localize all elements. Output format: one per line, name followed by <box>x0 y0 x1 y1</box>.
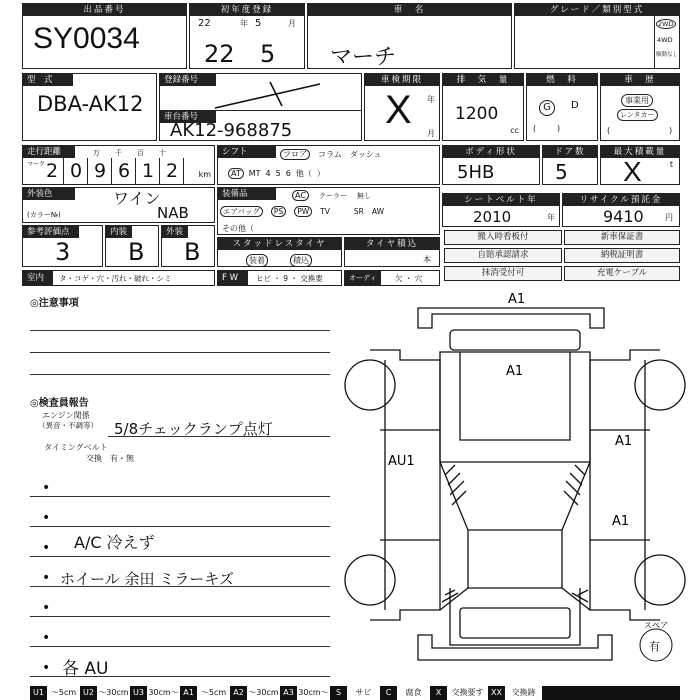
mileage-unit-header: 万 <box>93 149 100 157</box>
legend-item: A1 <box>180 686 198 700</box>
legend-item: 交換跡 <box>506 686 542 700</box>
legend-item: U2 <box>80 686 98 700</box>
studless-loaded: 積込 <box>290 254 312 267</box>
seatbelt-cell <box>442 193 560 227</box>
displacement-cell <box>442 73 524 141</box>
inspector-title: ◎検査員報告 <box>30 398 89 409</box>
document-button: 搬入時看板付 <box>444 230 562 245</box>
windshield-items: ヒビ ・ 9 ・ 交換要 <box>256 274 323 283</box>
car-name-cell <box>307 3 512 69</box>
fuel-other-open: ( <box>533 124 537 133</box>
shift-cell <box>217 145 440 185</box>
windshield-label: F W <box>218 271 248 285</box>
legend-item: 〜5cm <box>198 686 230 700</box>
shift-option: 他（ <box>295 169 312 178</box>
history-other-open: ( <box>607 126 611 135</box>
capacity-mark: X <box>623 156 642 187</box>
drive-4wd: 4WD <box>657 36 673 44</box>
color-cell <box>22 187 215 223</box>
legend-item: C <box>380 686 398 700</box>
recycle-cell <box>562 193 680 227</box>
bullet-line-7 <box>30 676 330 677</box>
note-wheel: ホイール 余田 ミラーキズ <box>60 570 234 588</box>
recycle-amount: 9410 <box>603 207 644 226</box>
mark-left-door: AU1 <box>388 454 415 469</box>
registration-strike <box>210 80 330 110</box>
spare-label: スペア <box>644 621 668 630</box>
equipment-label: 装備品 <box>218 188 276 200</box>
model: DBA-AK12 <box>37 92 144 116</box>
engine-label: エンジン関係 <box>42 411 90 420</box>
shift-option: MT <box>248 169 261 178</box>
legend-item: U3 <box>130 686 148 700</box>
first-reg-year: 22 <box>204 40 235 68</box>
equipment-row1 <box>292 191 381 201</box>
first-reg-year-unit: 年 <box>240 19 248 28</box>
bullet-line-1 <box>30 496 330 497</box>
legend-item: 〜5cm <box>48 686 80 700</box>
legend-item: S <box>330 686 348 700</box>
legend-item: 腐食 <box>398 686 430 700</box>
fuel-cell <box>526 73 598 141</box>
exterior-grade: B <box>184 238 201 266</box>
equipment-cell <box>217 187 440 235</box>
audio-cell <box>344 270 440 296</box>
legend-item: 交換要す <box>448 686 488 700</box>
document-button: 自賠承認請求 <box>444 248 562 263</box>
legend-item: X <box>430 686 448 700</box>
overall-grade-cell <box>22 225 103 267</box>
audio-items: 欠 ・ 穴 <box>395 274 423 283</box>
lot-number-cell <box>22 3 187 69</box>
mark-hood: A1 <box>506 364 524 379</box>
registration-label: 登録番号 <box>160 74 216 86</box>
legend-item: 30cm〜 <box>298 686 330 700</box>
shift-row1 <box>280 149 390 160</box>
bullet-5: • <box>42 600 51 616</box>
equipment-row2 <box>220 206 392 217</box>
document-button: 新車保証書 <box>564 230 680 245</box>
wheels <box>345 360 685 605</box>
fuel-other-close: ) <box>557 124 561 133</box>
seatbelt-year: 2010 <box>473 208 512 226</box>
body-type: 5HB <box>457 162 495 183</box>
inspection-year-unit: 年 <box>427 95 435 104</box>
equipment-option: エアバッグ <box>220 206 263 217</box>
caution-title: ◎注意事項 <box>30 298 79 309</box>
history-cell <box>600 73 680 141</box>
equipment-option: PW <box>294 206 312 217</box>
mileage-digit: 1 <box>137 158 160 184</box>
chassis-number: AK12-968875 <box>170 120 293 141</box>
studless-label: スタッドレスタイヤ <box>218 238 341 250</box>
engine-note: 5/8チェックランプ点灯 <box>114 420 273 438</box>
bullet-6: • <box>42 630 51 646</box>
bullet-2: • <box>42 510 51 526</box>
mileage-tag: マーク <box>27 161 46 168</box>
engine-sub: （異音・不調等） <box>38 421 98 430</box>
shift-option: AT <box>228 168 244 179</box>
legend-item: A2 <box>230 686 248 700</box>
color-sub: (カラー№) <box>27 211 61 219</box>
chassis-label: 車台番号 <box>160 111 216 123</box>
audio-label: オーディオ <box>345 271 381 285</box>
fuel-gasoline: G <box>539 100 555 116</box>
history-other-close: ) <box>669 126 673 135</box>
legend-item: 〜30cm <box>248 686 280 700</box>
mileage-digit: 0 <box>65 158 88 184</box>
equipment-option: AC <box>292 190 309 201</box>
document-button: 納税証明書 <box>564 248 680 263</box>
shift-option: ダッシュ <box>349 150 382 159</box>
doors: 5 <box>555 160 568 184</box>
bullet-3: • <box>42 540 51 556</box>
shift-row2 <box>228 168 330 179</box>
shift-option: コラム <box>318 150 342 159</box>
bullet-line-3 <box>30 556 330 557</box>
color-label: 外装色 <box>23 188 75 200</box>
shift-option: ） <box>316 169 325 178</box>
car-diagram <box>340 290 690 685</box>
inspection-month-unit: 月 <box>427 129 435 138</box>
bullet-line-4 <box>30 586 330 587</box>
mileage-digit: 9 <box>89 158 112 184</box>
equipment-option: AW <box>371 207 384 216</box>
first-reg-month: 5 <box>260 40 276 68</box>
bullet-line-6 <box>30 646 330 647</box>
body-cell <box>442 145 540 185</box>
mileage-unit: km <box>198 170 211 179</box>
studless-cell <box>217 237 342 267</box>
spare-value: 有 <box>649 640 660 653</box>
note-ac: A/C 冷えず <box>74 533 155 552</box>
mileage-unit-header: 十 <box>159 149 166 157</box>
lot-number-label: 出品番号 <box>23 4 186 16</box>
doors-label: ドア数 <box>543 146 597 158</box>
seatbelt-label: シートベルト年 <box>443 194 559 206</box>
history-label: 車 歴 <box>601 74 679 86</box>
capacity-cell <box>600 145 680 185</box>
bullet-1: • <box>42 480 51 496</box>
tire-label: タイヤ積込 <box>345 238 439 250</box>
displacement-label: 排 気 量 <box>443 74 523 86</box>
studless-fitted: 装着 <box>246 254 268 267</box>
doors-cell <box>542 145 598 185</box>
legend-item: サビ <box>348 686 380 700</box>
windshield-cell <box>217 270 342 286</box>
shift-option: 4 <box>265 169 271 178</box>
equipment-other: その他（ <box>222 224 254 233</box>
shift-option: 6 <box>285 169 291 178</box>
model-label: 型 式 <box>23 74 73 86</box>
lot-number: SY0034 <box>33 22 140 55</box>
caution-line-2 <box>30 352 330 353</box>
inspection-mark: X <box>385 88 412 132</box>
equipment-option: TV <box>320 207 330 216</box>
car-name: マーチ <box>330 45 397 70</box>
legend-item: 〜30cm <box>98 686 130 700</box>
wheel-rear-left <box>345 555 395 605</box>
caution-line-1 <box>30 330 330 331</box>
bullet-line-2 <box>30 526 330 527</box>
car-outline <box>370 308 660 660</box>
first-reg-month-unit: 月 <box>288 19 296 28</box>
exterior-grade-label: 外装 <box>162 226 188 238</box>
first-registration-label: 初年度登録 <box>190 4 304 16</box>
bullet-line-5 <box>30 616 330 617</box>
displacement-unit: cc <box>510 126 519 135</box>
mileage-digit: 2 <box>161 158 184 184</box>
tire-unit: 本 <box>423 255 431 264</box>
wheel-front-right <box>635 360 685 410</box>
inspection-cell <box>364 73 440 141</box>
legend-item: 30cm〜 <box>148 686 180 700</box>
mileage-label: 走行距離 <box>23 146 75 158</box>
mileage-unit-header: 百 <box>137 149 144 157</box>
engine-line <box>108 436 330 437</box>
shift-label: シフト <box>218 146 276 158</box>
fuel-diesel: D <box>571 100 579 111</box>
color-code: NAB <box>157 204 189 222</box>
mileage-digit: 2 <box>41 158 64 184</box>
legend-item: XX <box>488 686 506 700</box>
displacement: 1200 <box>455 104 499 124</box>
fuel-label: 燃 料 <box>527 74 597 86</box>
capacity-label: 最大積載量 <box>601 146 679 158</box>
mark-front-bumper: A1 <box>508 292 526 307</box>
inspection-label: 車検期限 <box>365 74 439 86</box>
first-reg-month-printed: 5 <box>255 18 262 29</box>
history-business: 事業用 <box>621 94 653 107</box>
equipment-option: クーラー <box>318 192 347 200</box>
bullet-7: • <box>42 660 51 676</box>
seatbelt-unit: 年 <box>547 213 555 222</box>
recycle-unit: 円 <box>665 213 673 222</box>
mark-right-front-door: A1 <box>615 434 633 449</box>
grade-cell <box>514 3 680 69</box>
note-each: 各 AU <box>62 659 109 679</box>
document-buttons <box>444 230 680 284</box>
model-cell <box>22 73 157 141</box>
car-name-label: 車 名 <box>308 4 511 16</box>
wheel-rear-right <box>635 555 685 605</box>
timing-label: タイミングベルト <box>44 443 108 452</box>
capacity-unit: t <box>669 160 673 169</box>
drive-none: 駆動なし <box>655 52 678 58</box>
first-reg-year-printed: 22 <box>198 18 211 29</box>
overall-grade-label: 参考評価点 <box>23 226 79 238</box>
color: ワイン <box>113 189 161 208</box>
body-label: ボディ形状 <box>443 146 539 158</box>
legend-item: A3 <box>280 686 298 700</box>
drive-2wd: 2WD <box>658 20 674 28</box>
mileage-digit: 6 <box>113 158 136 184</box>
first-registration-cell <box>189 3 305 69</box>
interior-grade-cell <box>105 225 159 267</box>
document-button: 充電ケーブル <box>564 266 680 281</box>
mileage-cell <box>22 145 215 185</box>
mileage-unit-header: 千 <box>115 149 122 157</box>
equipment-option: PS <box>271 206 286 217</box>
equipment-option: SR <box>353 207 364 216</box>
overall-grade: 3 <box>55 238 71 266</box>
cabin-cell <box>22 270 215 286</box>
cabin-items: タ・コゲ・穴・汚れ・破れ・シミ <box>59 274 172 283</box>
cabin-label: 室内 <box>23 271 53 285</box>
wheel-front-left <box>345 360 395 410</box>
legend-item: U1 <box>30 686 48 700</box>
damage-legend <box>30 686 680 700</box>
interior-grade: B <box>128 238 145 266</box>
mark-right-rear-door: A1 <box>612 514 630 529</box>
registration-cell <box>159 73 362 141</box>
caution-line-3 <box>30 374 330 375</box>
recycle-label: リサイクル預託金 <box>563 194 679 206</box>
interior-grade-label: 内装 <box>106 226 132 238</box>
shift-option: 5 <box>275 169 281 178</box>
equipment-option: 無し <box>356 192 371 200</box>
exterior-grade-cell <box>161 225 215 267</box>
document-button: 抹消受付可 <box>444 266 562 281</box>
history-rental: レンタカー <box>617 109 658 121</box>
grade-label: グレード／類別型式 <box>515 4 679 16</box>
tire-cell <box>344 237 440 267</box>
timing-exchange: 交換 有・無 <box>86 454 134 463</box>
bullet-4: • <box>42 570 51 586</box>
shift-option: フロア <box>280 149 310 160</box>
